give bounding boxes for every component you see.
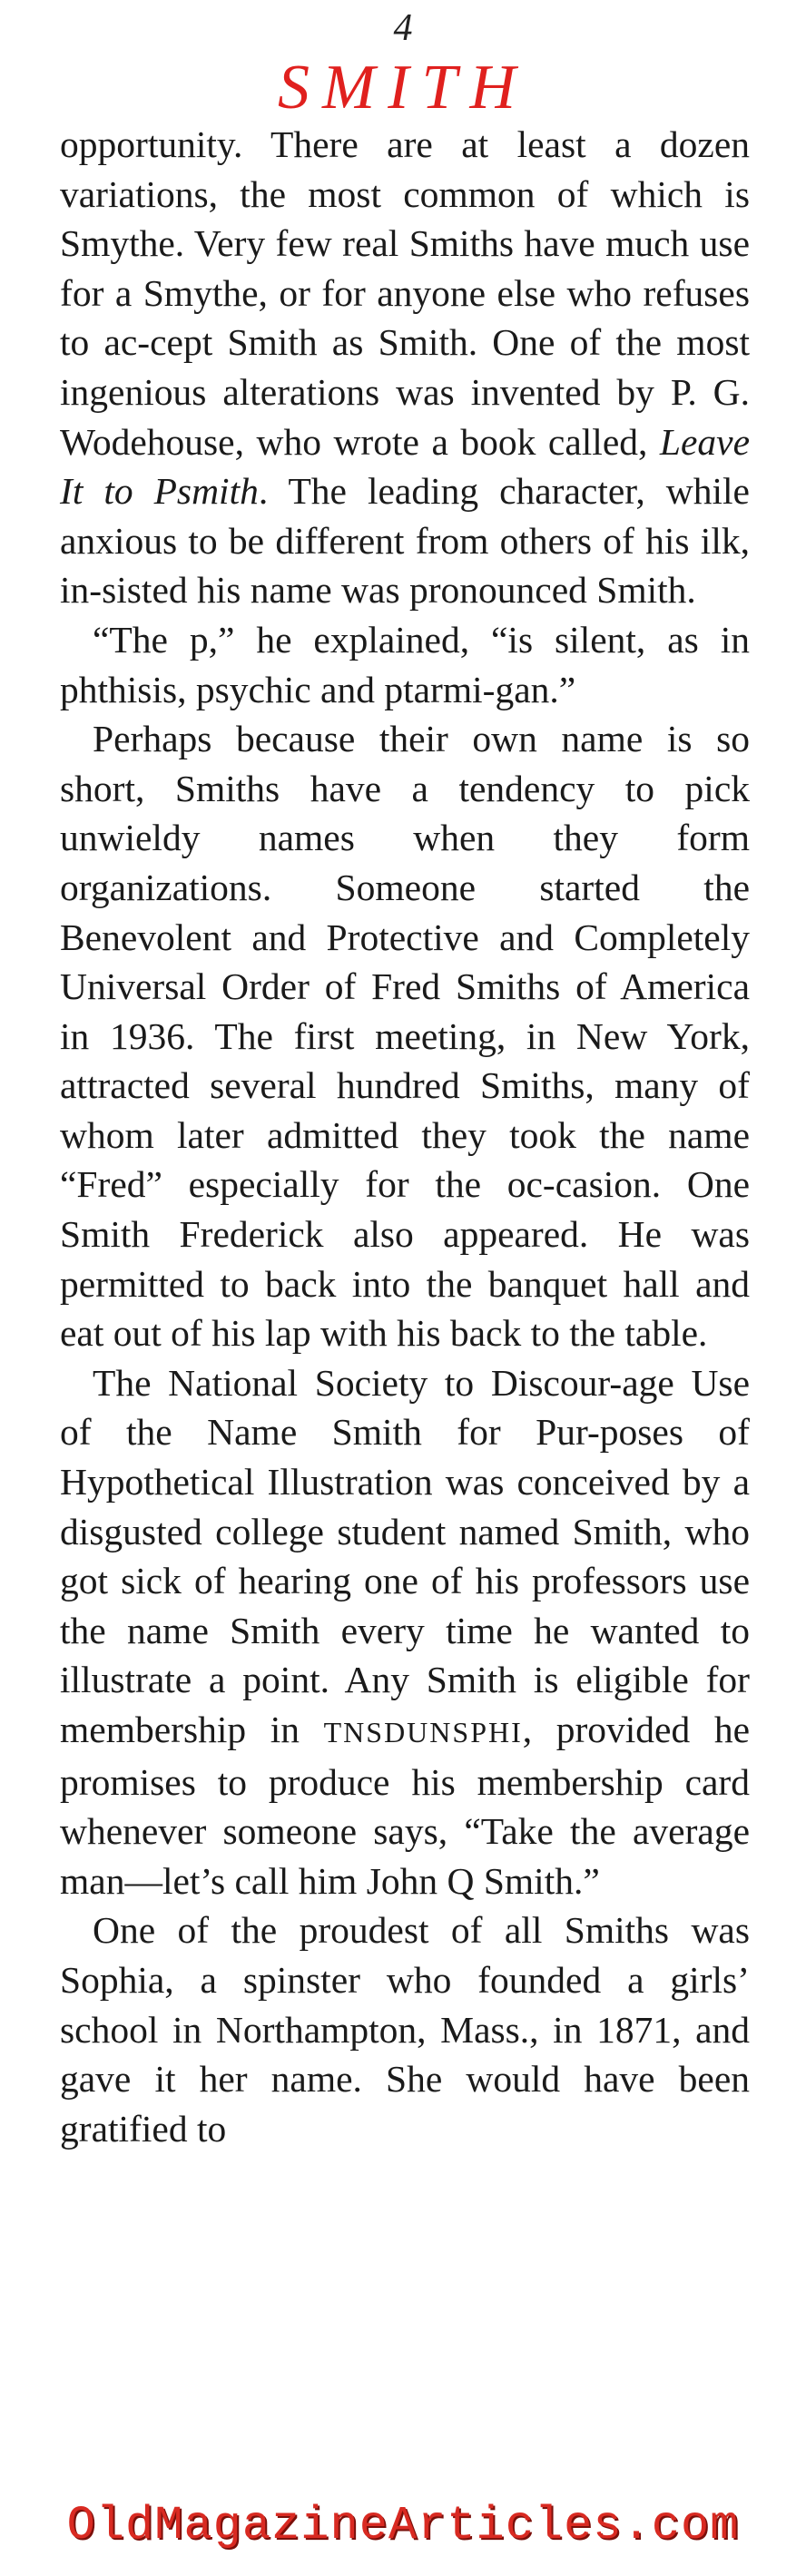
article-body xyxy=(60,120,750,2153)
book-title: Leave It to Psmith xyxy=(60,420,750,513)
society-acronym: TNSDUNSPHI xyxy=(323,1716,523,1748)
paragraph-5: One of the proudest of all Smiths was Sophia, a spinster who founded a girls’ school in Northampton, Mass., in 1871, and gave it her name. She would have been gratified to xyxy=(60,1909,750,2150)
section-title: SMITH xyxy=(277,53,529,122)
paragraph-4 xyxy=(60,1358,750,1906)
paragraph-1-text: opportunity. There are at least a dozen variations, the most common of which is Smythe. Very few real Smiths have much use for a Smythe, or for anyone else who refuses to ac-cept Smith as Smith. One of the most ingenious alterations was invented by P. G. Wodehouse, who wrote a book called, xyxy=(60,123,750,463)
paragraph-4-end: , provided he promises to produce his membership card whenever someone says, “Take the average man—let’s call him John Q Smith.” xyxy=(60,1709,750,1902)
paragraph-1 xyxy=(60,120,750,615)
paragraph-2: “The p,” he explained, “is silent, as in phthisis, psychic and ptarmi-gan.” xyxy=(60,618,750,710)
page-number: 4 xyxy=(393,7,413,49)
paragraph-1-end: . The leading character, while anxious to be different from others of his ilk, in-sisted his name was pronounced Smith. xyxy=(60,470,750,612)
site-watermark: OldMagazineArticles.com xyxy=(66,2499,740,2552)
paragraph-4-text: The National Society to Discour-age Use of the Name Smith for Pur-poses of Hypothetical Illustration was conceived by a disgusted college student named Smith, who got sick of hearing one of his professors use the name Smith every time he wanted to illustrate a point. Any Smith is eligible for membership in xyxy=(60,1361,750,1750)
paragraph-3: Perhaps because their own name is so short, Smiths have a tendency to pick unwieldy names when they form organizations. Someone started the Benevolent and Protective and Completely Universal Order of Fred Smiths of America in 1936. The first meeting, in New York, attracted several hundred Smiths, many of whom later admitted they took the name “Fred” especially for the oc-casion. One Smith Frederick also appeared. He was permitted to back into the banquet hall and eat out of his lap with his back to the table. xyxy=(60,718,750,1355)
